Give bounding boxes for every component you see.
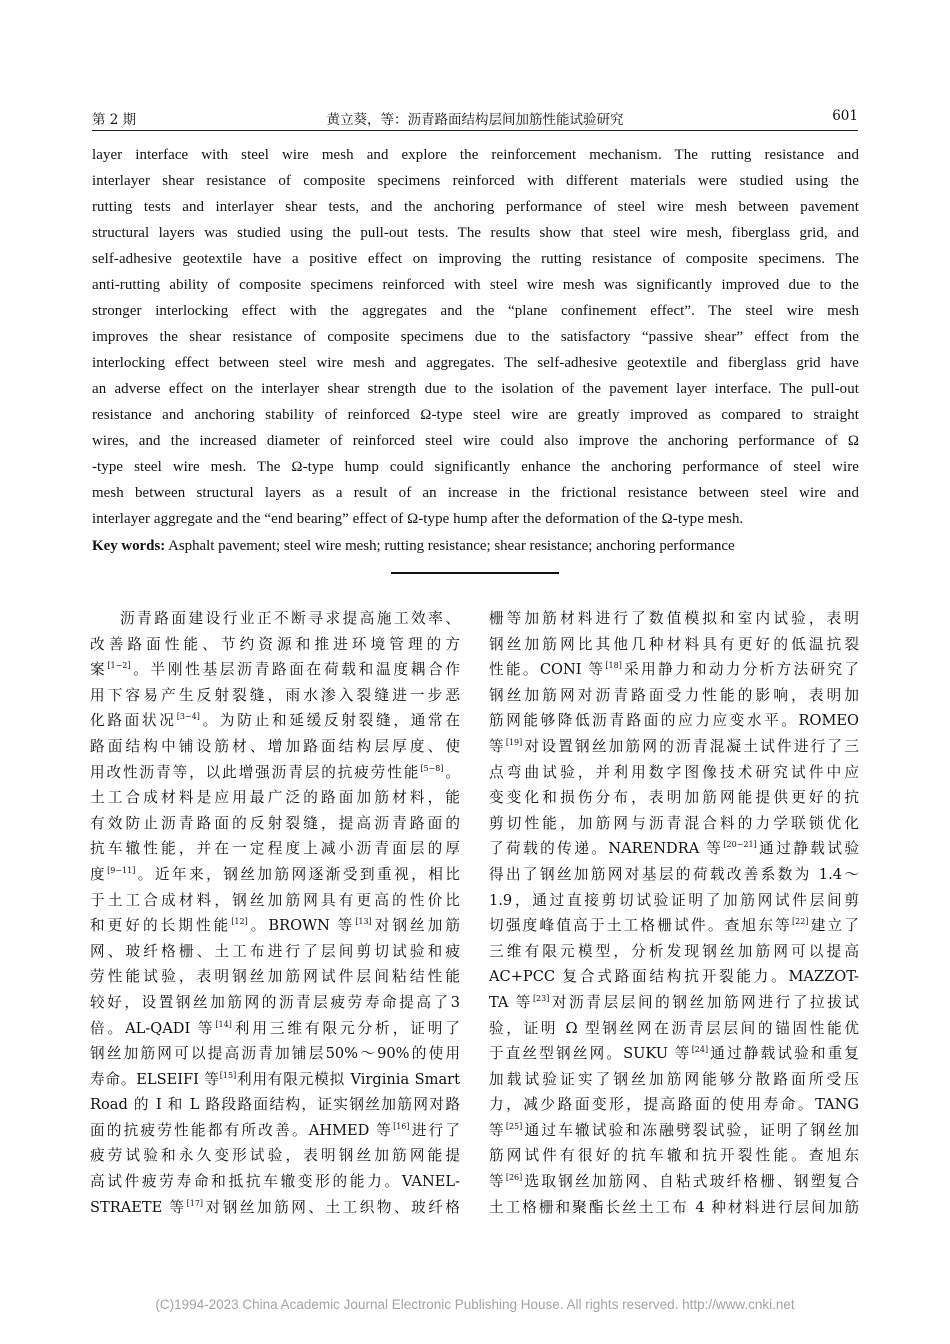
body-text: 用改性沥青等，以此增强沥青层的抗疲劳性能	[90, 763, 421, 781]
body-text: 度	[90, 865, 108, 883]
body-text: 等	[489, 737, 506, 755]
body-line	[90, 632, 460, 658]
body-column-left	[90, 606, 460, 1220]
body-line	[489, 1016, 859, 1042]
citation-ref: [1−2]	[107, 661, 131, 671]
body-line	[489, 1169, 859, 1195]
body-text: 土工格栅和聚酯长丝土工布 4 种材料进行层间加筋	[489, 1198, 859, 1216]
abstract-line: self-adhesive geotextile have a positive effect on improving the rutting resistance of composite specimens. The	[92, 251, 859, 267]
body-line	[489, 1195, 859, 1221]
citation-ref: [20−21]	[723, 840, 757, 850]
body-line	[90, 734, 460, 760]
body-text: 钢丝加筋网比其他几种材料具有更好的低温抗裂	[489, 635, 859, 653]
citation-ref: [12]	[231, 917, 248, 927]
body-text: 面的抗疲劳性能都有所改善。AHMED 等	[90, 1121, 394, 1139]
body-line	[489, 964, 859, 990]
body-text: 力，减少路面变形，提高路面的使用寿命。TANG	[489, 1096, 859, 1114]
body-text: 等	[489, 1121, 506, 1139]
abstract-line: an adverse effect on the interlayer shear strength due to the isolation of the pavement layer interface. The pull-out	[92, 381, 859, 397]
body-text: 三维有限元模型，分析发现钢丝加筋网可以提高	[489, 942, 859, 960]
body-text: AC+PCC 复合式路面结构抗开裂能力。MAZZOT-	[489, 968, 859, 986]
body-text: 钢丝加筋网可以提高沥青加铺层50%～90%的使用	[90, 1045, 460, 1063]
body-line	[90, 708, 460, 734]
body-text: 对设置钢丝加筋网的沥青混凝土试件进行了三	[522, 737, 859, 755]
body-text: 点弯曲试验，并利用数字图像技术研究试件中应	[489, 763, 859, 781]
body-text: 进行了	[409, 1121, 460, 1139]
body-line	[90, 1041, 460, 1067]
citation-ref: [24]	[691, 1045, 709, 1055]
body-line	[90, 1169, 460, 1195]
citation-ref: [9−11]	[107, 865, 136, 875]
citation-ref: [16]	[393, 1121, 410, 1131]
body-text: 。半刚性基层沥青路面在荷载和温度耦合作	[130, 661, 460, 679]
citation-ref: [13]	[355, 917, 372, 927]
body-line	[90, 1092, 460, 1118]
body-text: 劳性能试验，表明钢丝加筋网试件层间粘结性能	[90, 968, 460, 986]
body-text: 。为防止和延缓反射裂缝，通常在	[199, 712, 460, 730]
body-text: 案	[90, 661, 108, 679]
body-text: 网、玻纤格栅、土工布进行了层间剪切试验和疲	[90, 942, 460, 960]
body-text: 采用静力和动力分析方法研究了	[621, 661, 859, 679]
body-line	[90, 1195, 460, 1221]
section-separator	[391, 572, 559, 574]
body-line	[90, 862, 460, 888]
body-line	[489, 1067, 859, 1093]
body-text: 改善路面性能、节约资源和推进环境管理的方	[90, 635, 460, 653]
body-text: 切强度峰值高于土工格栅试件。查旭东等	[489, 917, 793, 935]
citation-ref: [14]	[215, 1019, 232, 1029]
body-line	[489, 888, 859, 914]
abstract-line: anti-rutting ability of composite specimens reinforced with steel wire mesh was significantly improved due to the	[92, 277, 859, 293]
body-line	[90, 990, 460, 1016]
body-text: 栅等加筋材料进行了数值模拟和室内试验，表明	[489, 610, 859, 627]
abstract-line: structural layers was studied using the pull-out tests. The results show that steel wire mesh, fiberglass grid, and	[92, 225, 859, 241]
copyright-footer: (C)1994-2023 China Academic Journal Electronic Publishing House. All rights reserved. http://www.cnki.net	[155, 1297, 795, 1312]
citation-ref: [23]	[532, 993, 550, 1003]
abstract-line: mesh between structural layers as a result of an increase in the frictional resistance between steel wire and	[92, 485, 859, 501]
keywords	[92, 533, 859, 559]
body-text: 土工合成材料是应用最广泛的路面加筋材料，能	[90, 789, 460, 807]
body-line	[489, 657, 859, 683]
body-line	[489, 990, 859, 1016]
body-text: 1.9，通过直接剪切试验证明了加筋网试件层间剪	[489, 891, 859, 909]
body-line	[90, 1067, 460, 1093]
abstract-line: -type steel wire mesh. The Ω-type hump could significantly enhance the anchoring performance of steel wire	[92, 459, 859, 475]
body-text: 。BROWN 等	[247, 917, 356, 935]
abstract-line: layer interface with steel wire mesh and explore the reinforcement mechanism. The rutting resistance and	[92, 147, 859, 163]
running-title: 黄立葵，等：沥青路面结构层间加筋性能试验研究	[326, 112, 624, 128]
body-text: 和更好的长期性能	[90, 917, 232, 935]
citation-ref: [26]	[505, 1173, 523, 1183]
keywords-label: Key words:	[92, 538, 166, 554]
body-line	[90, 1016, 460, 1042]
abstract-line: interlayer shear resistance of composite specimens reinforced with different materials were studied using the	[92, 173, 859, 189]
body-line	[489, 862, 859, 888]
body-text: 寿命。ELSEIFI 等	[90, 1070, 220, 1088]
body-text: 选取钢丝加筋网、自粘式玻纤格栅、钢塑复合	[522, 1173, 859, 1191]
body-text: 倍。AL-QADI 等	[90, 1019, 216, 1037]
body-text: 对钢丝加筋	[371, 917, 460, 935]
body-text: 路面结构中铺设筋材、增加路面结构层厚度、使	[90, 737, 460, 755]
body-text: 化路面状况	[90, 712, 177, 730]
abstract-line: resistance and anchoring stability of reinforced Ω-type steel wire are greatly improved as compared to straight	[92, 407, 859, 423]
body-line	[489, 708, 859, 734]
citation-ref: [18]	[605, 661, 622, 671]
body-line	[90, 1143, 460, 1169]
body-line	[90, 888, 460, 914]
body-line	[489, 785, 859, 811]
issue-number: 第 2 期	[92, 112, 137, 128]
body-line	[90, 939, 460, 965]
abstract-line: rutting tests and interlayer shear tests, and the anchoring performance of steel wire mesh between pavement	[92, 199, 859, 215]
body-line	[90, 683, 460, 709]
body-line	[90, 606, 460, 632]
body-text: 加载试验证实了钢丝加筋网能够分散路面所受压	[489, 1070, 859, 1088]
citation-ref: [25]	[505, 1121, 523, 1131]
body-text: 变变化和损伤分布，表明加筋网能提供更好的抗	[489, 789, 859, 807]
running-header	[92, 106, 858, 131]
body-text: STRAETE 等	[90, 1198, 187, 1216]
body-line	[489, 836, 859, 862]
body-text: 抗车辙性能，并在一定程度上减小沥青面层的厚	[90, 840, 460, 858]
body-line	[489, 760, 859, 786]
body-line	[90, 964, 460, 990]
abstract-line: stronger interlocking effect with the aggregates and the “plane confinement effect”. The steel wire mesh	[92, 303, 859, 319]
body-line	[90, 836, 460, 862]
body-text: 对沥青层层间的钢丝加筋网进行了拉拔试	[549, 993, 859, 1011]
body-text: 高试件疲劳寿命和抵抗车辙变形的能力。VANEL-	[90, 1173, 460, 1191]
citation-ref: [19]	[505, 737, 523, 747]
body-line	[90, 785, 460, 811]
body-line	[90, 811, 460, 837]
body-line	[489, 939, 859, 965]
abstract-line: interlocking effect between steel wire mesh and aggregates. The self-adhesive geotextile and fiberglass grid have	[92, 355, 859, 371]
body-text: 得出了钢丝加筋网对基层的荷载改善系数为 1.4～	[489, 865, 859, 883]
body-text: 等	[489, 1173, 506, 1191]
body-line	[489, 1143, 859, 1169]
body-text: 有效防止沥青路面的反射裂缝，提高沥青路面的	[90, 814, 460, 832]
body-text: 建立了	[808, 917, 859, 935]
body-text: 通过车辙试验和冻融劈裂试验，证明了钢丝加	[522, 1121, 859, 1139]
body-line	[90, 657, 460, 683]
body-line	[489, 1092, 859, 1118]
body-text: 沥青路面建设行业正不断寻求提高施工效率、	[120, 610, 460, 627]
english-abstract	[92, 142, 859, 532]
body-text: 疲劳试验和永久变形试验，表明钢丝加筋网能提	[90, 1147, 460, 1165]
body-text: 性能。CONI 等	[489, 661, 606, 679]
body-text: 筋网试件有很好的抗车辙和抗开裂性能。查旭东	[489, 1147, 859, 1165]
body-line	[489, 734, 859, 760]
body-text: TA 等	[489, 993, 533, 1011]
body-text: 对钢丝加筋网、土工织物、玻纤格	[203, 1198, 460, 1216]
body-text: 于直丝型钢丝网。SUKU 等	[489, 1045, 692, 1063]
body-text: 利用三维有限元分析，证明了	[231, 1019, 460, 1037]
abstract-line: improves the shear resistance of composite specimens due to the satisfactory “passive shear” effect from the	[92, 329, 859, 345]
body-column-right	[489, 606, 859, 1220]
body-line	[489, 683, 859, 709]
abstract-line: wires, and the increased diameter of reinforced steel wire could also improve the anchoring performance of Ω	[92, 433, 859, 449]
body-line	[489, 811, 859, 837]
body-text: 于土工合成材料，钢丝加筋网具有更高的性价比	[90, 891, 460, 909]
body-line	[90, 913, 460, 939]
page-number: 601	[832, 108, 858, 124]
citation-ref: [17]	[186, 1198, 204, 1208]
body-text: 较好，设置钢丝加筋网的沥青层疲劳寿命提高了3	[90, 993, 460, 1011]
citation-ref: [3−4]	[176, 712, 200, 722]
body-text: 。近年来，钢丝加筋网逐渐受到重视，相比	[135, 865, 460, 883]
body-text: 用下容易产生反射裂缝，雨水渗入裂缝进一步恶	[90, 686, 460, 704]
body-line	[489, 632, 859, 658]
body-text: 通过静载试验和重复	[708, 1045, 859, 1063]
body-text: 钢丝加筋网对沥青路面受力性能的影响，表明加	[489, 686, 859, 704]
body-text: Road 的 I 和 L 路段路面结构，证实钢丝加筋网对路	[90, 1096, 460, 1114]
body-line	[489, 1041, 859, 1067]
body-line	[90, 760, 460, 786]
body-line	[489, 1118, 859, 1144]
body-text: 筋网能够降低沥青路面的应力应变水平。ROMEO	[489, 712, 859, 730]
citation-ref: [5−8]	[420, 763, 444, 773]
body-line	[90, 1118, 460, 1144]
body-line	[489, 913, 859, 939]
abstract-line: interlayer aggregate and the “end bearing” effect of Ω-type hump after the deformation of the Ω-type mesh.	[92, 511, 744, 527]
body-text: 了荷载的传递。NARENDRA 等	[489, 840, 724, 858]
body-text: 剪切性能，加筋网与沥青混合料的力学联锁优化	[489, 814, 859, 832]
citation-ref: [15]	[219, 1070, 237, 1080]
citation-ref: [22]	[792, 917, 809, 927]
body-text: 利用有限元模拟 Virginia Smart	[236, 1070, 460, 1088]
body-line	[489, 606, 859, 632]
body-text: 通过静载试验	[756, 840, 859, 858]
keywords-text: Asphalt pavement; steel wire mesh; rutting resistance; shear resistance; anchoring performance	[165, 538, 735, 554]
body-text: 验，证明 Ω 型钢丝网在沥青层层间的锚固性能优	[489, 1019, 859, 1037]
body-text: 。	[443, 763, 460, 781]
